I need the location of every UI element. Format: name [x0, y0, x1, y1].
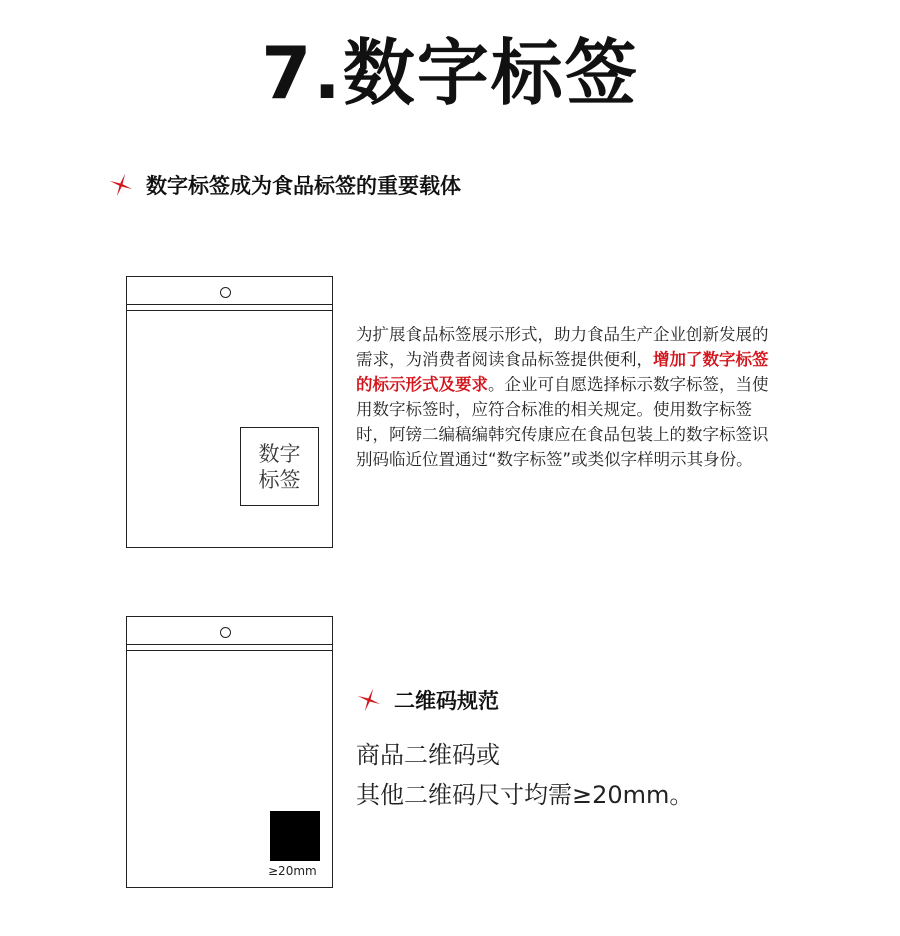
- seal-line: [127, 644, 332, 645]
- section-heading-qr-code: [356, 685, 499, 715]
- section-heading-digital-label: [108, 170, 461, 200]
- digital-label-description: [356, 322, 776, 472]
- hang-hole-icon: [220, 627, 231, 638]
- hang-hole-icon: [220, 287, 231, 298]
- qr-code-rule: [356, 735, 693, 815]
- package-illustration-qr-code: [126, 616, 333, 888]
- label-box-line-1: 数字: [258, 441, 301, 466]
- seal-line: [127, 310, 332, 311]
- description-text-continued: 。企业可自愿选择标示数字标签，当使用数字标签时，应符合标准的相关规定。使用数字标签时，阿镑二编稿编韩究传康应在食品包装上的数字标签识别码临近位置通过“数字标签”或类似字样明示其身份。: [356, 375, 769, 469]
- description-highlight: 增加了数字标签的标示形式及要求: [356, 350, 769, 394]
- section-heading-text: 二维码规范: [394, 689, 499, 713]
- qr-code-placeholder: [270, 811, 320, 861]
- package-illustration-digital-label: [126, 276, 333, 548]
- page-title: 7.数字标签: [261, 31, 639, 115]
- qr-rule-line-1: 商品二维码或: [356, 741, 500, 769]
- digital-label-box: [240, 427, 319, 506]
- qr-size-label: ≥20mm: [268, 864, 317, 878]
- red-star-icon: [108, 172, 134, 198]
- seal-line: [127, 304, 332, 305]
- seal-line: [127, 650, 332, 651]
- section-heading-text: 数字标签成为食品标签的重要载体: [146, 174, 461, 198]
- qr-rule-line-2: 其他二维码尺寸均需≥20mm。: [356, 781, 694, 809]
- description-text: 为扩展食品标签展示形式，助力食品生产企业创新发展的需求，为消费者阅读食品标签提供便利，: [356, 325, 769, 369]
- label-box-line-2: 标签: [258, 467, 301, 492]
- red-star-icon: [356, 687, 382, 713]
